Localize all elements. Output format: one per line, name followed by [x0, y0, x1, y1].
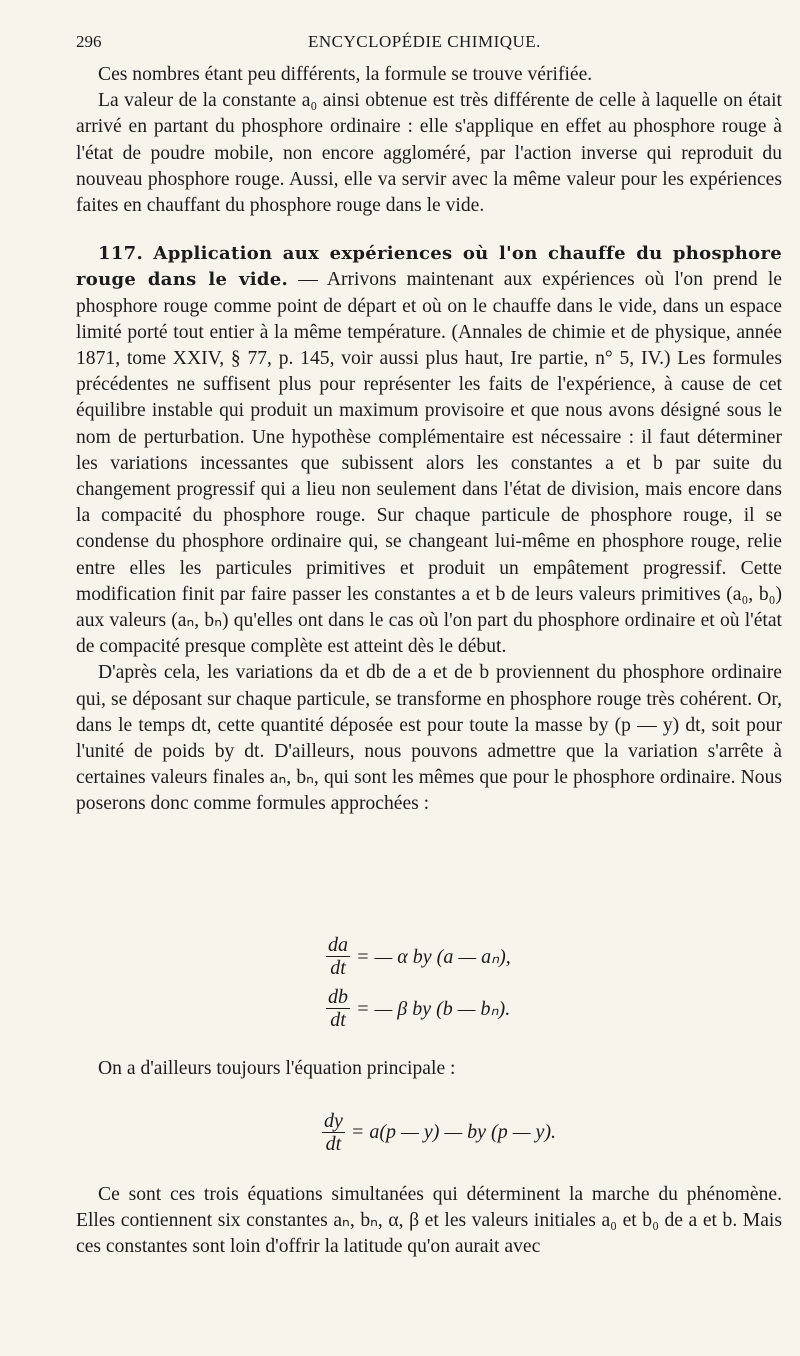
page-header — [76, 32, 786, 58]
body-text — [76, 62, 782, 818]
paragraph-6: Ce sont ces trois équations simultanées qui déterminent la marche du phénomène. Elles contiennent six constantes aₙ, bₙ, α, β et les valeurs initiales a₀ et b₀ de a et b. Mais ces constantes sont loin d'offrir la latitude qu'on aurait avec — [76, 1184, 782, 1258]
running-title: ENCYCLOPÉDIE CHIMIQUE. — [308, 32, 541, 51]
paragraph-3-text: — Arrivons maintenant aux expériences où l'on prend le phosphore rouge comme point de départ et où on le chauffe dans le vide, dans un espace limité porté tout entier à la même température. (Annales de chimie et de physique, année 1871, tome XXIV, § 77, p. 145, voir aussi plus haut, Ire partie, n° 5, IV.) Les formules précédentes ne suffisent plus pour représenter les faits de l'expérience, à cause de cet équilibre instable qui produit un maximum provisoire et que nous avons désigné sous le nom de perturbation. Une hypothèse complémentaire est nécessaire : il faut déterminer les variations incessantes que subissent alors les constantes a et b par suite du changement progressif qui a lieu non seulement dans l'état de division, mais encore dans la compacité du phosphore rouge. Sur chaque particule de phosphore rouge, il se condense du phosphore ordinaire qui, se changeant lui-même en phosphore rouge, relie entre elles les particules primitives et produit un empâtement progressif. Cette modification finit par faire passer les constantes a et b de leurs valeurs primitives (a₀, b₀) aux valeurs (aₙ, bₙ) qu'elles ont dans le cas où l'on part du phosphore ordinaire et où l'état de compacité presque complète est atteint dès le début. — [76, 269, 782, 658]
paragraph-3 — [76, 241, 782, 660]
formula-dy-dt: $\frac{dy}{dt}$ = a(p — y) — by (p — y). — [324, 1110, 557, 1155]
section-heading: 117. Application aux expériences où l'on chauffe du phosphore rouge dans le vide. — [76, 243, 782, 291]
formula-db-dt: $\frac{db}{dt}$ = — β by (b — bₙ). — [328, 986, 511, 1031]
formula-da-dt: $\frac{da}{dt}$ = — α by (a — aₙ), — [328, 934, 511, 979]
paragraph-4: D'après cela, les variations da et db de a et de b proviennent du phosphore ordinaire qui, se déposant sur chaque particule, se transforme en phosphore rouge très cohérent. Or, dans le temps dt, cette quantité déposée est pour toute la masse by (p — y) dt, soit pour l'unité de poids by dt. D'ailleurs, nous pouvons admettre que la variation s'arrête à certaines valeurs finales aₙ, bₙ, qui sont les mêmes que pour le phosphore ordinaire. Nous poserons donc comme formules approchées : — [76, 662, 782, 815]
page-number: 296 — [76, 32, 102, 51]
paragraph-5: On a d'ailleurs toujours l'équation principale : — [98, 1058, 456, 1079]
paragraph-2: La valeur de la constante a₀ ainsi obtenue est très différente de celle à laquelle on était arrivé en partant du phosphore ordinaire : elle s'applique en effet au phosphore rouge à l'état de poudre mobile, non encore aggloméré, par l'action inverse qui reproduit du nouveau phosphore rouge. Aussi, elle va servir avec la même valeur pour les expériences faites en chauffant du phosphore rouge dans le vide. — [76, 90, 782, 217]
paragraph-1: Ces nombres étant peu différents, la formule se trouve vérifiée. — [98, 64, 593, 85]
